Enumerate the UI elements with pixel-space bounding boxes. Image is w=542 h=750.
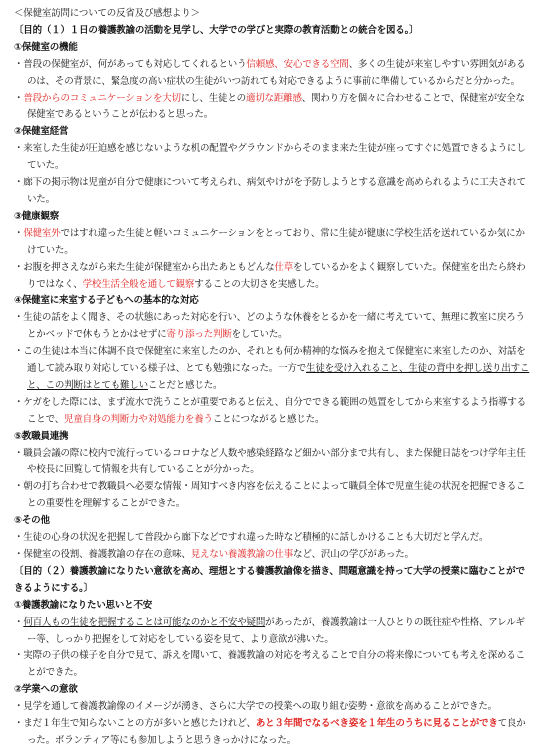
highlight-text: 仕草 [274, 261, 294, 273]
text: にし、生徒との [180, 92, 246, 104]
text: ではすれ違った生徒と軽いコミュニケーションをとっており、常に生徒が健康に学校生活を送れているか気にかけていた。 [27, 227, 525, 256]
section-heading-health-observation: ③健康観察 [14, 210, 60, 222]
goal-1-heading: 〔目的（１）１日の養護教諭の活動を見学し、大学での学びと実際の教育活動との統合を図る。〕 [14, 24, 419, 36]
list-item: ・朝の打ち合わせで教職員へ必要な情報・周知すべき内容を伝えることによって職員全体で児童生徒の状況を把握できることの重要性を理解することができた。 [14, 481, 526, 510]
list-item: ・来室した生徒が圧迫感を感じないような机の配置やグラウンドからそのまま来た生徒が座ってすぐに処置できるようにしていた。 [14, 143, 526, 172]
underlined-text: 何百人もの生徒を把握することは可能なのかと不安や疑問 [23, 616, 266, 628]
highlight-text: あと３年間でなるべき姿を１年生のうちに見ることができ [255, 718, 498, 730]
text: ・ [14, 616, 24, 628]
list-item [14, 260, 530, 294]
page-title: ＜保健室訪問についての反省及び感想より＞ [14, 8, 200, 19]
text: ・ [14, 227, 24, 239]
underlined-text: 生徒を受け入れること、生徒の背中を押し送り出すこと、この判断はとても難しい [27, 363, 530, 391]
list-item [14, 57, 530, 91]
text: をしていた。 [231, 329, 288, 341]
list-item [14, 344, 530, 395]
list-item: ・生徒の心身の状況を把握して普段から廊下などですれ違った時など積極的に話しかけることも大切だと学んだ。 [14, 532, 489, 544]
list-item [14, 91, 530, 125]
text: することの大切さを実感した。 [194, 278, 325, 290]
text: ・普段の保健室が、何があっても対応してくれるという [14, 58, 247, 70]
section-heading-aspiration: ①養護教諭になりたい思いと不安 [14, 599, 153, 611]
list-item [14, 615, 530, 649]
highlight-text: 普段からのコミュニケーションを大切 [23, 92, 181, 104]
highlight-text: 学校生活全般を通して観察 [82, 278, 195, 290]
section-heading-basic-response: ④保健室に来室する子どもへの基本的な対応 [14, 295, 199, 307]
text: ことだと感じた。 [147, 379, 223, 391]
section-heading-study-motivation: ②学業への意欲 [14, 684, 78, 696]
list-item: ・職員会議の際に校内で流行っているコロナなど人数や感染経路など細かい部分まで共有し、また保健日誌をつけ学年主任や校長に回覧して情報を共有していることが分かった。 [14, 447, 526, 476]
highlight-text: 適切な距離感 [245, 92, 302, 104]
list-item: ・実際の子供の様子を自分で見て、訴えを聞いて、養護教諭の対応を考えることで自分の将来像についても考えを深めることができた。 [14, 650, 525, 679]
highlight-text: 寄り添った判断 [166, 329, 232, 341]
section-heading-function: ①保健室の機能 [14, 41, 78, 53]
list-item [14, 226, 530, 260]
document-page [14, 6, 530, 750]
highlight-text: 保健室外 [23, 227, 61, 239]
text: ・保健室の役割、養護教諭の存在の意味、 [14, 549, 191, 560]
text: ・お腹を押さえながら来た生徒が保健室から出たあともどんな [14, 261, 275, 273]
highlight-text: 児童自身の判断力や対処能力を養う [64, 413, 213, 425]
goal-2-heading: 〔目的（２）養護教諭になりたい意欲を高め、理想とする養護教諭像を描き、問題意識を持って大学の授業に臨むことができるようにする。〕 [14, 565, 525, 594]
list-item [14, 716, 530, 750]
text: があったが、養護教諭は一人ひとりの既往症や性格、アレルギー等、しっかり把握をして対応をしている姿を見て、より意欲が沸いた。 [27, 616, 525, 645]
list-item: ・廊下の掲示物は児童が自分で健康について考えられ、病気やけがを予防しようとする意識を高められるように工夫されていた。 [14, 177, 526, 205]
text: ・この生徒は本当に体調不良で保健室に来室したのか、それとも何か精神的な悩みを抱えて保健室に来室したのか、対話を通して読み取り対応している様子は、とても勉強になった。一方で [14, 346, 526, 375]
list-item [14, 310, 530, 344]
list-item [14, 395, 530, 429]
text: 、関わり方を個々に合わせることで、保健室が安全な保健室であるということが伝わると思った。 [27, 92, 525, 121]
highlight-text: 信頼感、安心できる空間 [246, 58, 349, 70]
section-heading-management: ②保健室経営 [14, 126, 69, 138]
text: ・ [14, 92, 24, 104]
section-heading-staff-cooperation: ⑤教職員連携 [14, 430, 69, 442]
text: 、多くの生徒が来室しやすい雰囲気があるのは、その背景に、緊急度の高い症状の生徒がいつ訪れても対応できるように事前に準備しているからだと分かった。 [27, 58, 526, 87]
text: て良かった。ボランティア等にも参加しようと思うきっかけになった。 [27, 718, 526, 746]
text: ・まだ１年生で知らないことの方が多いと感じたけれど、 [14, 718, 256, 730]
text: をしているかをよく観察していた。保健室を出たら終わりではなく、 [27, 261, 526, 290]
section-heading-other: ⑤その他 [14, 515, 50, 527]
text: ・ケガをした際には、まず流水で洗うことが重要であると伝え、自分でできる範囲の処置をしてから来室するよう指導することで、 [14, 396, 526, 425]
text: ・生徒の話をよく聞き、その状態にあった対応を行い、どのような休養をとるかを一緒に考えていて、無理に教室に戻ろうとかベッドで休もうとかはせずに [14, 312, 525, 341]
text: など、沢山の学びがあった。 [293, 549, 414, 560]
highlight-text: 見えない養護教諭の仕事 [190, 549, 294, 560]
text: ことにつながると感じた。 [212, 413, 325, 425]
list-item: ・見学を通して養護教諭像のイメージが湧き、さらに大学での授業への取り組む姿勢・意欲を高めることができた。 [14, 701, 497, 713]
list-item [14, 547, 530, 564]
